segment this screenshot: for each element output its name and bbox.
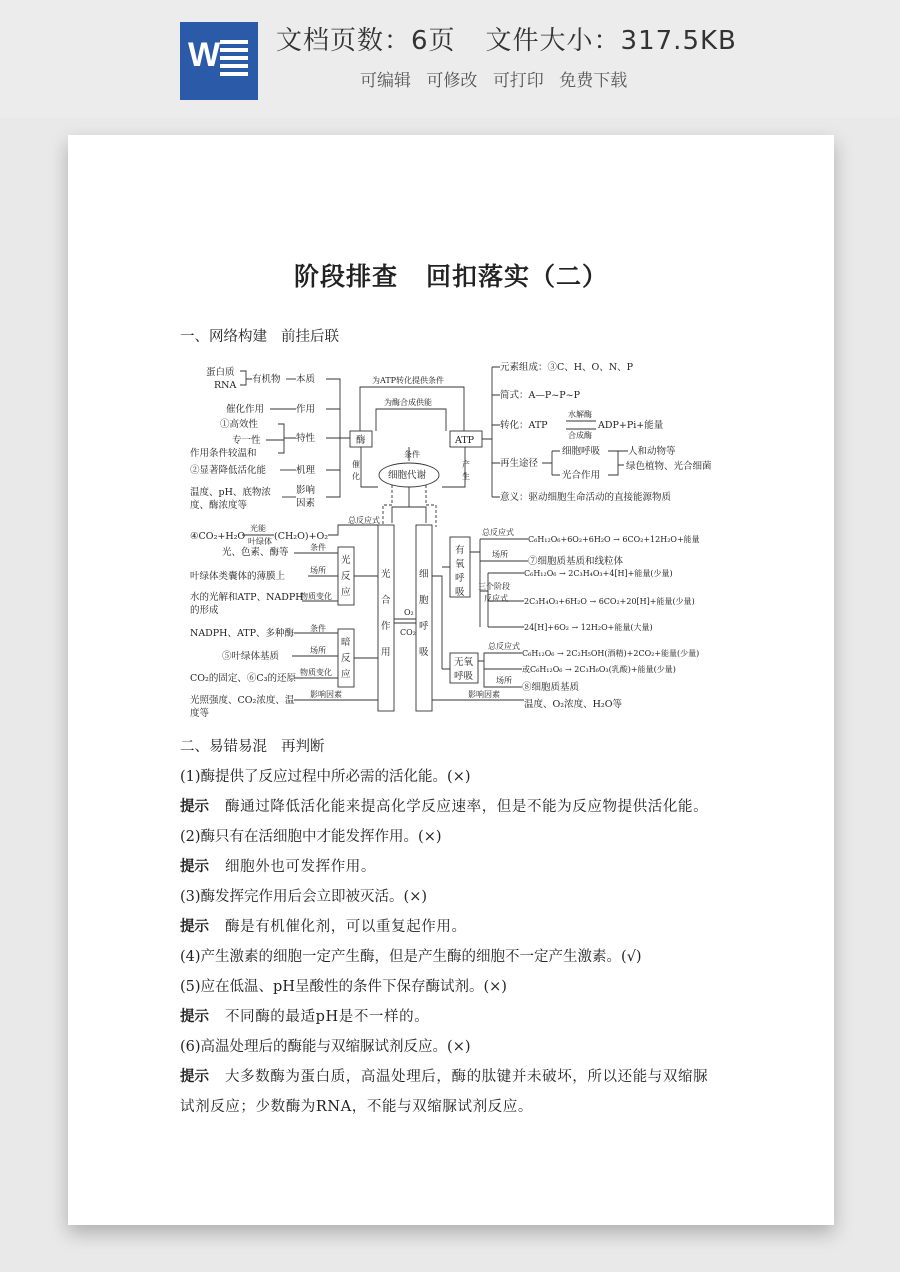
txt-wuyang-1: 无氧 xyxy=(454,657,474,668)
txt-wuzhi-bh-1: 物质变化 xyxy=(300,592,332,601)
txt-youjiwu: 有机物 xyxy=(252,374,281,385)
txt-wuyang-2: 呼吸 xyxy=(454,671,474,682)
txt-jd3: 24[H]+6O₂ → 12H₂O+能量(大量) xyxy=(524,623,653,632)
txt-an-fy-3: 应 xyxy=(341,669,351,680)
txt-guanghe-4: 用 xyxy=(381,647,391,658)
question-6: (6)高温处理后的酶能与双缩脲试剂反应。(×) xyxy=(180,1039,471,1055)
doc-info xyxy=(276,20,737,57)
txt-xianliti: ⑦细胞质基质和线粒体 xyxy=(528,556,624,567)
txt-co2: CO₂ xyxy=(400,628,416,637)
txt-wy-eq2: 或C₆H₁₂O₆ → 2C₃H₆O₃(乳酸)+能量(少量) xyxy=(522,665,676,674)
tip-6-cont: 试剂反应；少数酶为RNA，不能与双缩脲试剂反应。 xyxy=(180,1099,533,1115)
tip-5 xyxy=(180,1005,429,1026)
txt-youyang-4: 吸 xyxy=(455,587,465,598)
txt-guang-fy-2: 反 xyxy=(341,571,351,582)
download-banner xyxy=(0,0,900,118)
tip-6 xyxy=(180,1065,708,1086)
txt-fanying: 反应式 xyxy=(484,594,508,603)
txt-guanghe-1: 光 xyxy=(381,569,391,580)
txt-cuihua: 催化作用 xyxy=(226,404,265,415)
txt-zong-right: 总反应式 xyxy=(482,528,514,537)
txt-chansheng-1: 产 xyxy=(462,460,470,469)
txt-xibao-daixie: 细胞代谢 xyxy=(388,470,427,481)
txt-yingxiang2: 度、酶浓度等 xyxy=(190,500,248,511)
txt-youyang-3: 呼 xyxy=(455,573,465,584)
txt-lvt-nm: 叶绿体类囊体的薄膜上 xyxy=(190,571,286,582)
txt-cuihua-1: 催 xyxy=(352,460,360,469)
txt-o2: O₂ xyxy=(404,608,414,617)
txt-jianshi: 简式：A—P~P~P xyxy=(500,390,580,401)
txt-chansheng-2: 生 xyxy=(462,472,470,481)
txt-xihx-1: 细 xyxy=(419,569,429,580)
tip-3 xyxy=(180,915,467,936)
question-2: (2)酶只有在活细胞中才能发挥作用。(×) xyxy=(180,829,442,845)
txt-xibao-huxi: 细胞呼吸 xyxy=(562,446,601,457)
txt-wy-eq1: C₆H₁₂O₆ → 2C₂H₅OH(酒精)+2CO₂+能量(少量) xyxy=(522,649,700,658)
question-5: (5)应在低温、pH呈酸性的条件下保存酶试剂。(×) xyxy=(180,979,507,995)
section-2-label: 二、易错易混 xyxy=(180,739,267,755)
section-2-sub: 再判断 xyxy=(281,739,325,755)
txt-tiaojian-wenhe: 作用条件较温和 xyxy=(190,448,257,459)
txt-adp: ADP+Pi+能量 xyxy=(598,420,664,431)
txt-zong-left: 总反应式 xyxy=(348,516,380,525)
txt-guang-tj: 光、色素、酶等 xyxy=(222,547,289,558)
tip-text: 不同酶的最适pH是不一样的。 xyxy=(225,1009,430,1025)
txt-shuijie: 水解酶 xyxy=(568,410,592,419)
txt-zaisheng: 再生途径 xyxy=(500,458,539,469)
page-title xyxy=(68,257,834,293)
txt-yingxiang1: 温度、pH、底物浓 xyxy=(190,487,271,498)
txt-youyang-eq: C₆H₁₂O₆+6O₂+6H₂O → 6CO₂+12H₂O+能量 xyxy=(528,535,700,544)
tip-text: 酶通过降低活化能来提高化学反应速率，但是不能为反应物提供活化能。 xyxy=(225,799,709,815)
txt-atp: ATP xyxy=(455,435,475,446)
question-3: (3)酶发挥完作用后会立即被灭活。(×) xyxy=(180,889,428,905)
document-page xyxy=(68,135,834,1225)
txt-guanghe-3: 作 xyxy=(381,621,391,632)
txt-xihx-4: 吸 xyxy=(419,647,429,658)
txt-mei: 酶 xyxy=(356,435,366,446)
tip-label: 提示 xyxy=(180,1009,209,1025)
txt-gaoxiaoxing: ①高效性 xyxy=(220,419,259,430)
txt-cuihua-2: 化 xyxy=(352,472,360,481)
question-4: (4)产生激素的细胞一定产生酶，但是产生酶的细胞不一定产生激素。(√) xyxy=(180,949,642,965)
doc-tags xyxy=(360,66,637,91)
tag-free-download: 免费下载 xyxy=(559,71,628,91)
section-1-sub: 前挂后联 xyxy=(281,329,339,345)
txt-guanghe-2: 合 xyxy=(381,595,391,606)
txt-zuoyong: 作用 xyxy=(296,404,316,415)
txt-rna: RNA xyxy=(214,380,237,391)
txt-xbzjz: ⑧细胞质基质 xyxy=(522,682,580,693)
box-xibao-huxi xyxy=(416,525,432,711)
word-doc-icon: W xyxy=(180,22,258,100)
txt-xihx-2: 胞 xyxy=(419,595,429,606)
txt-changsuo-1: 场所 xyxy=(310,566,326,575)
tag-modifiable: 可修改 xyxy=(426,71,478,91)
txt-youyang-1: 有 xyxy=(455,545,465,556)
txt-tiaojian-2: 条件 xyxy=(310,624,326,633)
txt-wuzhi-bh-2: 物质变化 xyxy=(300,668,332,677)
txt-yuansu: 元素组成：③C、H、O、N、P xyxy=(500,362,634,373)
question-1: (1)酶提供了反应过程中所必需的活化能。(×) xyxy=(180,769,471,785)
txt-youyang-2: 氧 xyxy=(455,559,465,570)
txt-lvse: 绿色植物、光合细菌 xyxy=(626,461,712,472)
title-part2: 回扣落实（二） xyxy=(426,262,609,291)
txt-changsuo-2: 场所 xyxy=(310,646,326,655)
txt-yelvti: 叶绿体 xyxy=(248,537,272,546)
txt-yiyi: 意义：驱动细胞生命活动的直接能源物质 xyxy=(500,492,672,503)
tip-2 xyxy=(180,855,376,876)
page-count: 文档页数：6页 xyxy=(276,26,456,56)
txt-jd2: 2C₃H₄O₃+6H₂O → 6CO₂+20[H]+能量(少量) xyxy=(524,597,695,606)
tip-1 xyxy=(180,795,708,816)
txt-nadph: NADPH、ATP、多种酶 xyxy=(190,628,295,639)
txt-an-fy-2: 反 xyxy=(341,653,351,664)
txt-xihx-3: 呼 xyxy=(419,621,429,632)
txt-guangzhao1: 光照强度、CO₂浓度、温 xyxy=(190,695,295,706)
txt-zong-eq-left: ④CO₂+H₂O xyxy=(190,531,246,542)
section-heading-1 xyxy=(180,325,339,346)
txt-guang-fy-3: 应 xyxy=(341,587,351,598)
txt-jd1: C₆H₁₂O₆ → 2C₃H₄O₃+4[H]+能量(少量) xyxy=(524,569,673,578)
tip-label: 提示 xyxy=(180,919,209,935)
txt-tiaojian-1: 条件 xyxy=(310,543,326,552)
tip-label: 提示 xyxy=(180,799,209,815)
file-size: 文件大小：317.5KB xyxy=(485,26,737,56)
title-part1: 阶段排查 xyxy=(293,262,398,291)
tip-label: 提示 xyxy=(180,859,209,875)
txt-jizhi: ⑤叶绿体基质 xyxy=(222,651,280,662)
txt-zhuanyixing: 专一性 xyxy=(232,435,261,446)
txt-shui-guangjie2: 的形成 xyxy=(190,605,219,616)
box-guanghe xyxy=(378,525,394,711)
tip-text: 细胞外也可发挥作用。 xyxy=(225,859,376,875)
section-heading-2 xyxy=(180,735,325,756)
txt-co2-gd: CO₂的固定、⑥C₃的还原 xyxy=(190,673,296,684)
txt-tiaojian: 条件 xyxy=(404,450,420,459)
txt-benzhi: 本质 xyxy=(296,374,316,385)
tag-printable: 可打印 xyxy=(492,71,544,91)
txt-changsuo-4: 场所 xyxy=(496,676,512,685)
txt-changsuo-3: 场所 xyxy=(492,550,508,559)
section-1-label: 一、网络构建 xyxy=(180,329,267,345)
txt-atp-tiaojian: 为ATP转化提供条件 xyxy=(372,376,445,385)
txt-zhuanhua: 转化：ATP xyxy=(500,420,548,431)
txt-rendongwu: 人和动物等 xyxy=(628,446,676,457)
concept-map-diagram xyxy=(178,357,738,727)
tip-text: 大多数酶为蛋白质，高温处理后，酶的肽键并未破坏，所以还能与双缩脲 xyxy=(225,1069,709,1085)
tip-label: 提示 xyxy=(180,1069,209,1085)
tag-editable: 可编辑 xyxy=(360,71,411,91)
txt-yingxiang-b: 因素 xyxy=(296,498,316,509)
txt-yingxiang-ys-1: 影响因素 xyxy=(310,690,342,699)
txt-guang-fy-1: 光 xyxy=(341,555,351,566)
txt-wendu: 温度、O₂浓度、H₂O等 xyxy=(524,699,622,710)
concept-map-svg xyxy=(178,357,738,727)
txt-shui-guangjie1: 水的光解和ATP、NADPH xyxy=(190,592,304,603)
txt-yingxiang-a: 影响 xyxy=(296,485,316,496)
txt-jiangdi: ②显著降低活化能 xyxy=(190,465,267,476)
txt-guangneng: 光能 xyxy=(250,524,266,533)
txt-mei-gongneng: 为酶合成供能 xyxy=(384,398,432,407)
txt-texing: 特性 xyxy=(296,433,316,444)
txt-an-fy-1: 暗 xyxy=(341,637,351,648)
txt-sange: 三个阶段 xyxy=(478,582,510,591)
txt-guanghe-zuoyong: 光合作用 xyxy=(562,470,601,481)
txt-zong-eq-left2: (CH₂O)+O₂ xyxy=(274,531,329,542)
txt-jili: 机理 xyxy=(296,465,316,476)
txt-yingxiang-ys-2: 影响因素 xyxy=(468,690,500,699)
tip-text: 酶是有机催化剂，可以重复起作用。 xyxy=(225,919,467,935)
txt-danbaizhi: 蛋白质 xyxy=(206,367,235,378)
txt-zong-right-2: 总反应式 xyxy=(488,642,520,651)
txt-guangzhao2: 度等 xyxy=(190,708,210,719)
txt-hecheng: 合成酶 xyxy=(568,431,592,440)
